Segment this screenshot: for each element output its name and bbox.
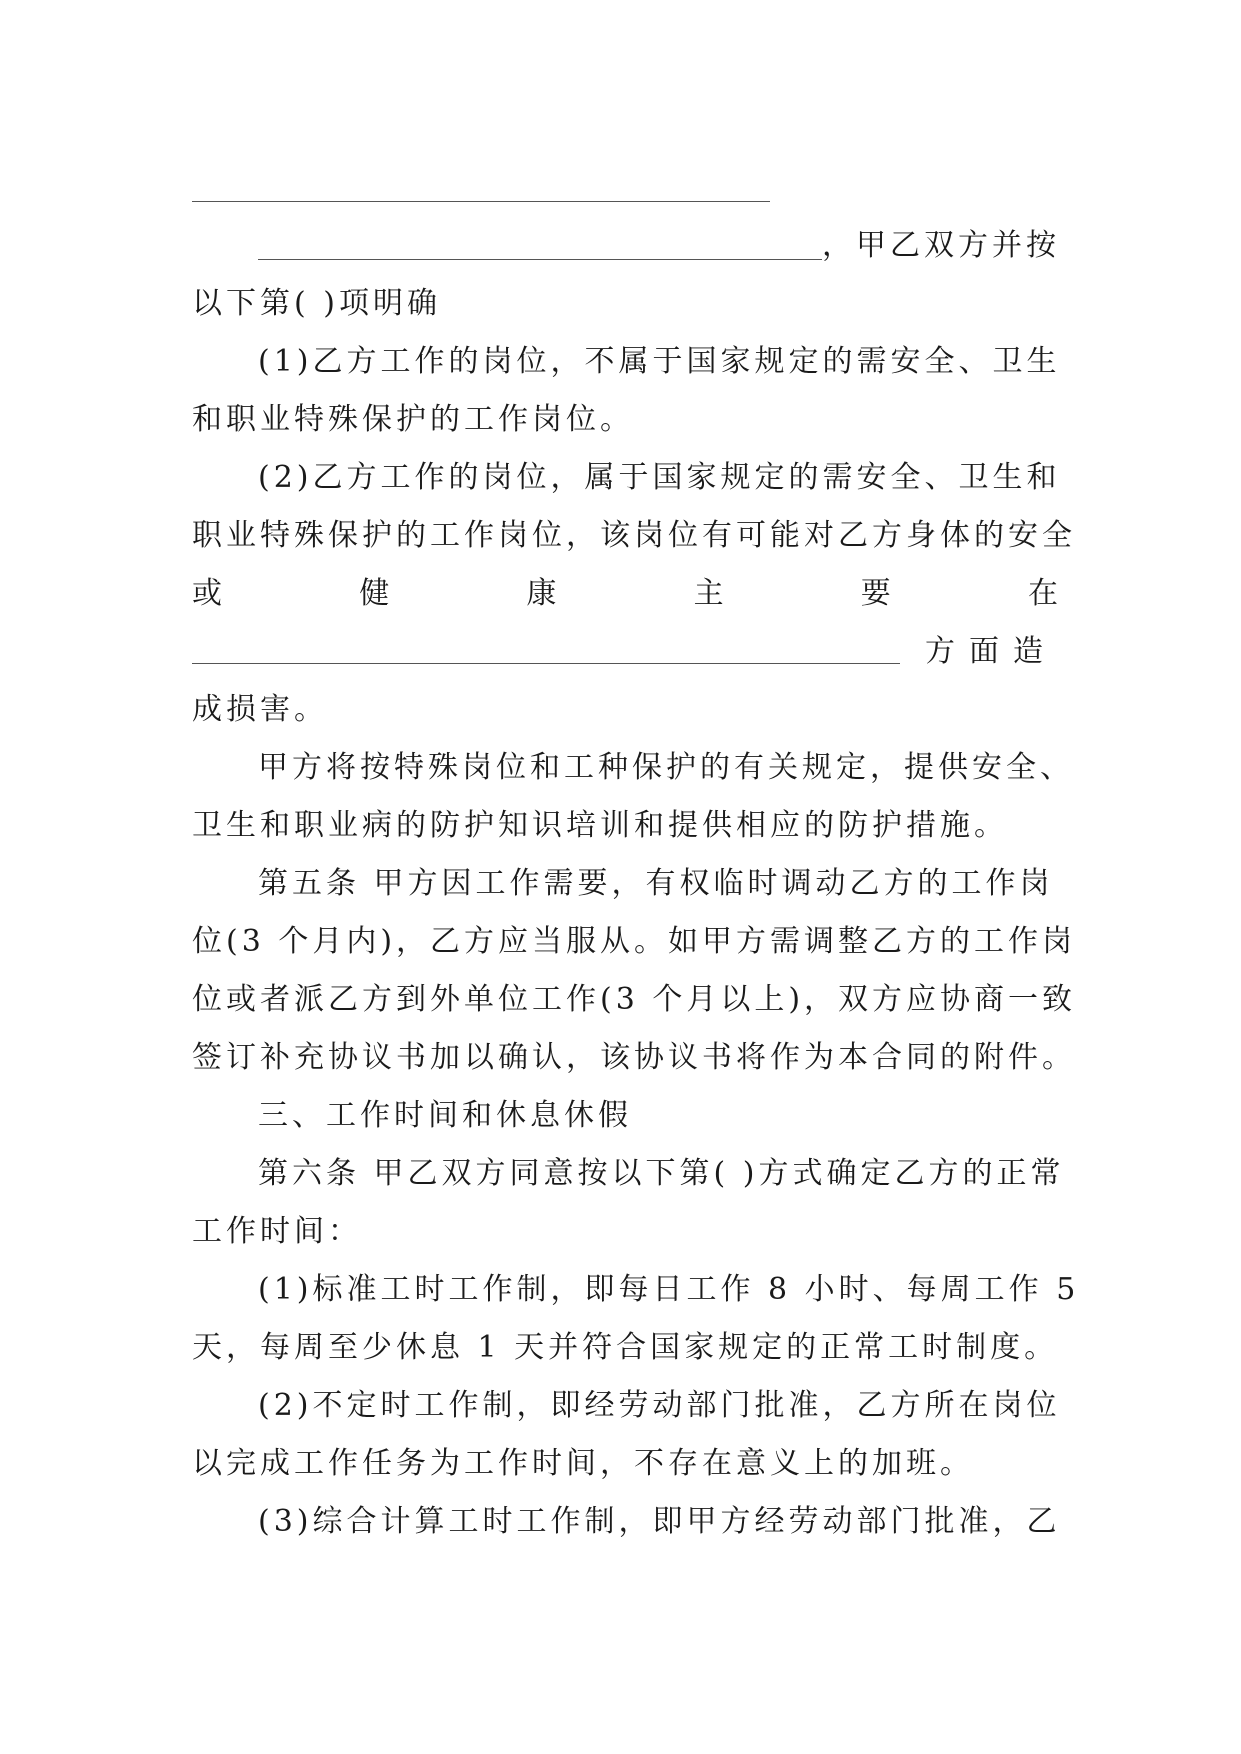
spread-char: 康 (526, 576, 557, 611)
spread-char: 或 (192, 576, 222, 611)
line-text: 职业特殊保护的工作岗位，该岗位有可能对乙方身体的安全 (192, 518, 1076, 553)
fill-blank (258, 229, 822, 260)
line-text: 方面造 (925, 634, 1057, 669)
blank-rule-top (192, 201, 770, 202)
line-text: (2)乙方工作的岗位，属于国家规定的需安全、卫生和 (258, 460, 1061, 495)
line-text: 第五条 甲方因工作需要，有权临时调动乙方的工作岗 (258, 866, 1054, 901)
line-text: 工作时间： (192, 1214, 362, 1249)
line-text: 以完成工作任务为工作时间，不存在意义上的加班。 (192, 1446, 974, 1481)
line-text: 和职业特殊保护的工作岗位。 (192, 402, 634, 437)
section-heading: 三、工作时间和休息休假 (258, 1098, 632, 1133)
spread-char: 在 (1027, 576, 1058, 611)
line-text: 成损害。 (192, 692, 328, 727)
line-text: ，甲乙双方并按 (822, 228, 1060, 263)
line-text: 位(3 个月内)，乙方应当服从。如甲方需调整乙方的工作岗 (192, 924, 1077, 959)
spread-char: 健 (359, 576, 390, 611)
line-text: (2)不定时工作制，即经劳动部门批准，乙方所在岗位 (258, 1388, 1061, 1423)
line-text: 卫生和职业病的防护知识培训和提供相应的防护措施。 (192, 808, 1008, 843)
spread-char: 主 (693, 576, 724, 611)
line-text: 天，每周至少休息 1 天并符合国家规定的正常工时制度。 (192, 1330, 1059, 1365)
line-text: (1)标准工时工作制，即每日工作 8 小时、每周工作 5 (258, 1272, 1080, 1307)
line-text: 以下第( )项明确 (192, 286, 441, 321)
line-text: 位或者派乙方到外单位工作(3 个月以上)，双方应协商一致 (192, 982, 1077, 1017)
line-text: (3)综合计算工时工作制，即甲方经劳动部门批准，乙 (258, 1504, 1061, 1539)
line-spread (192, 574, 1058, 614)
spread-char: 要 (860, 576, 891, 611)
line-text: 第六条 甲乙双方同意按以下第( )方式确定乙方的正常 (258, 1156, 1065, 1191)
line-text: 甲方将按特殊岗位和工种保护的有关规定，提供安全、 (258, 750, 1074, 785)
line-blank-with-tail (258, 226, 1060, 266)
line-text: (1)乙方工作的岗位，不属于国家规定的需安全、卫生 (258, 344, 1061, 379)
line-text: 签订补充协议书加以确认，该协议书将作为本合同的附件。 (192, 1040, 1076, 1075)
fill-blank (192, 663, 900, 664)
